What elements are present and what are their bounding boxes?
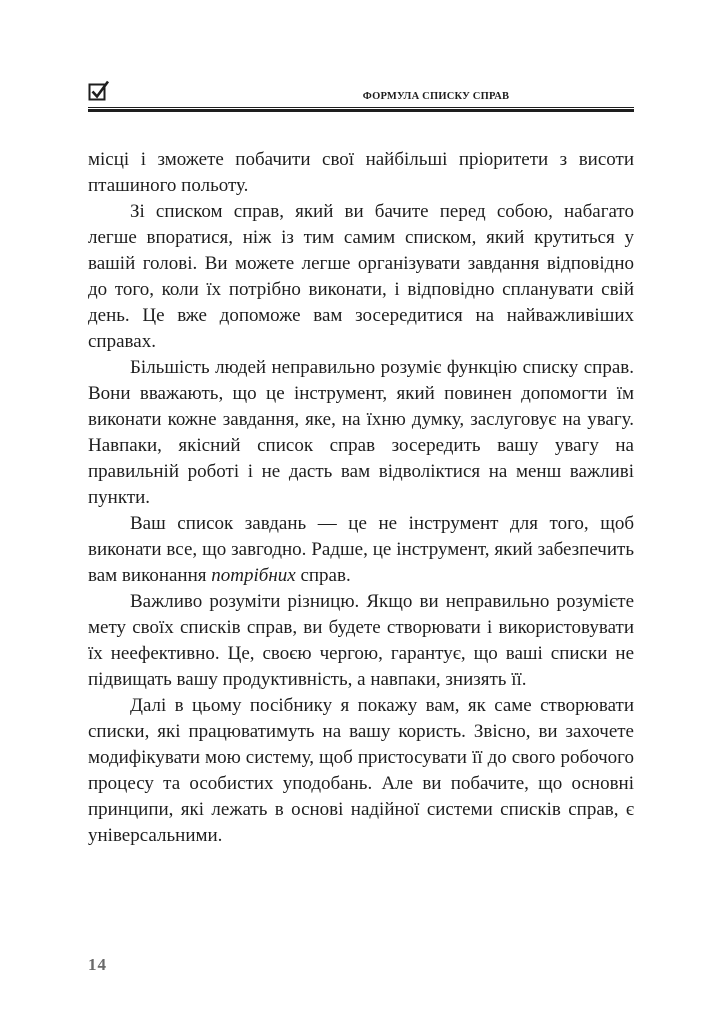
running-head: ФОРМУЛА СПИСКУ СПРАВ	[362, 91, 510, 102]
paragraph-2: Зі списком справ, який ви бачите перед собою, набагато легше впоратися, ніж із тим самим списком, який крутиться у вашій голові. Ви можете легше організувати завдання відповідно до того, коли їх потрібно виконати, і відповідно спланувати свій день. Це вже допоможе вам зосередитися на найважливіших справах.	[88, 201, 634, 352]
paragraph-4-emphasis: потрібних	[211, 565, 296, 586]
paragraph-4-after: справ.	[295, 565, 351, 586]
checkbox-checked-icon	[88, 80, 110, 102]
page-header	[88, 80, 634, 110]
page-number: 14	[88, 955, 107, 974]
paragraph-4-before: Ваш список завдань — це не інструмент для того, щоб виконати все, що завгодно. Радше, це інструмент, який забезпечить вам виконання	[88, 513, 634, 586]
body-text	[88, 147, 634, 849]
paragraph-6: Далі в цьому посібнику я покажу вам, як саме створювати списки, які працюватимуть на вашу користь. Звісно, ви захочете модифікувати мою систему, щоб пристосувати її до свого робочого процесу та особистих уподобань. Але ви побачите, що основні принципи, які лежать в основі надійної системи списків справ, є універсальними.	[88, 695, 634, 846]
paragraph-3: Більшість людей неправильно розуміє функцію списку справ. Вони вважають, що це інструмент, який повинен допомогти їм виконати кожне завдання, яке, на їхню думку, заслуговує на увагу. Навпаки, якісний список справ зосередить вашу увагу на правильній роботі і не дасть вам відволіктися на менш важливі пункти.	[88, 357, 634, 508]
header-rule-thick	[88, 109, 634, 112]
paragraph-5: Важливо розуміти різницю. Якщо ви неправильно розумієте мету своїх списків справ, ви будете створювати і використовувати їх неефективно. Це, своєю чергою, гарантує, що ваші списки не підвищать вашу продуктивність, а навпаки, знизять її.	[88, 591, 634, 690]
header-rule-thin	[88, 107, 634, 108]
paragraph-4	[88, 511, 634, 589]
paragraph-1: місці і зможете побачити свої найбільші пріоритети з висоти пташиного польоту.	[88, 149, 634, 196]
